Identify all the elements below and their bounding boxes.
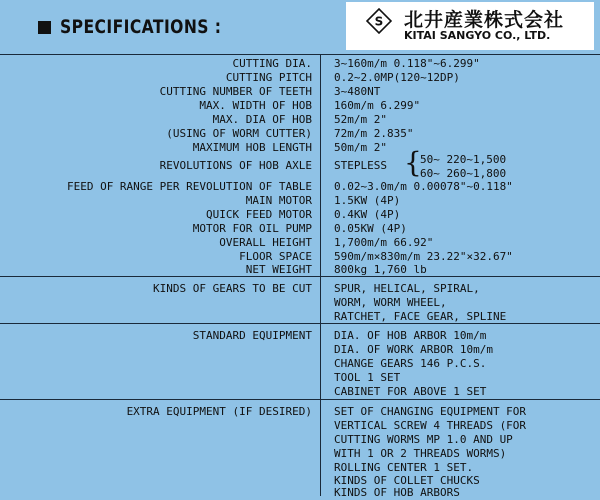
spec-label: OVERALL HEIGHT: [219, 236, 312, 249]
hob-rev-line: 50~ 220~1,500: [420, 153, 507, 166]
spec-value: 52m/m 2": [334, 113, 387, 126]
brace-icon: {: [404, 146, 422, 179]
spec-value: 0.02~3.0m/m 0.00078"~0.118": [334, 180, 513, 193]
spec-label: MOTOR FOR OIL PUMP: [192, 222, 312, 235]
spec-value: 590m/m×830m/m 23.22"×32.67": [334, 250, 513, 263]
section-line: CHANGE GEARS 146 P.C.S.: [334, 357, 487, 370]
spec-value: 0.05KW (4P): [334, 222, 407, 235]
spec-value: 3~160m/m 0.118"~6.299": [334, 57, 480, 70]
spec-label: CUTTING DIA.: [232, 57, 312, 70]
section-line: TOOL 1 SET: [334, 371, 401, 384]
spec-value: 0.2~2.0MP(120~12DP): [334, 71, 460, 84]
spec-value: 800kg 1,760 lb: [334, 263, 427, 276]
section-line: CABINET FOR ABOVE 1 SET: [334, 385, 487, 398]
spec-label: CUTTING NUMBER OF TEETH: [159, 85, 312, 98]
section-line: ROLLING CENTER 1 SET.: [334, 461, 474, 474]
section-line: WORM, WORM WHEEL,: [334, 296, 447, 309]
spec-label: NET WEIGHT: [245, 263, 312, 276]
company-name-en: KITAI SANGYO CO., LTD.: [404, 29, 551, 42]
spec-label: REVOLUTIONS OF HOB AXLE: [159, 159, 312, 172]
spec-value: 1.5KW (4P): [334, 194, 401, 207]
spec-label: QUICK FEED MOTOR: [206, 208, 312, 221]
section-line: VERTICAL SCREW 4 THREADS (FOR: [334, 419, 527, 432]
spec-value: 72m/m 2.835": [334, 127, 414, 140]
spec-value: 0.4KW (4P): [334, 208, 401, 221]
hob-rev-line: 60~ 260~1,800: [420, 167, 507, 180]
section-line: RATCHET, FACE GEAR, SPLINE: [334, 310, 507, 323]
title-block: [38, 14, 257, 40]
spec-label: MAX. DIA OF HOB: [212, 113, 312, 126]
section-line: SPUR, HELICAL, SPIRAL,: [334, 282, 480, 295]
company-name-jp: 北井産業株式会社: [404, 9, 565, 31]
section-label: KINDS OF GEARS TO BE CUT: [153, 282, 312, 295]
logo-letter: S: [374, 14, 384, 29]
company-logo-box: [346, 2, 594, 50]
spec-value: 50m/m 2": [334, 141, 387, 154]
row-divider: [0, 399, 600, 400]
column-divider: [320, 54, 321, 496]
section-line: KINDS OF HOB ARBORS: [334, 486, 460, 499]
section-line: KINDS OF COLLET CHUCKS: [334, 474, 480, 487]
section-line: DIA. OF WORK ARBOR 10m/m: [334, 343, 493, 356]
spec-label: FEED OF RANGE PER REVOLUTION OF TABLE: [66, 180, 312, 193]
spec-label: CUTTING PITCH: [225, 71, 312, 84]
spec-label: MAXIMUM HOB LENGTH: [192, 141, 312, 154]
company-logo-icon: [366, 8, 392, 34]
spec-value: 1,700m/m 66.92": [334, 236, 434, 249]
section-label: STANDARD EQUIPMENT: [192, 329, 312, 342]
spec-label: MAX. WIDTH OF HOB: [199, 99, 312, 112]
section-line: SET OF CHANGING EQUIPMENT FOR: [334, 405, 527, 418]
title-bullet-icon: [38, 21, 51, 34]
section-line: WITH 1 OR 2 THREADS WORMS): [334, 447, 507, 460]
spec-value: 160m/m 6.299": [334, 99, 421, 112]
table-top-rule: [0, 54, 600, 55]
section-line: CUTTING WORMS MP 1.0 AND UP: [334, 433, 513, 446]
spec-label: MAIN MOTOR: [245, 194, 312, 207]
spec-label: (USING OF WORM CUTTER): [166, 127, 312, 140]
spec-value: 3~480NT: [334, 85, 381, 98]
row-divider: [0, 323, 600, 324]
page-title: SPECIFICATIONS :: [60, 16, 222, 38]
spec-value: STEPLESS: [334, 159, 387, 172]
spec-label: FLOOR SPACE: [239, 250, 312, 263]
section-label: EXTRA EQUIPMENT (IF DESIRED): [126, 405, 312, 418]
section-line: DIA. OF HOB ARBOR 10m/m: [334, 329, 487, 342]
